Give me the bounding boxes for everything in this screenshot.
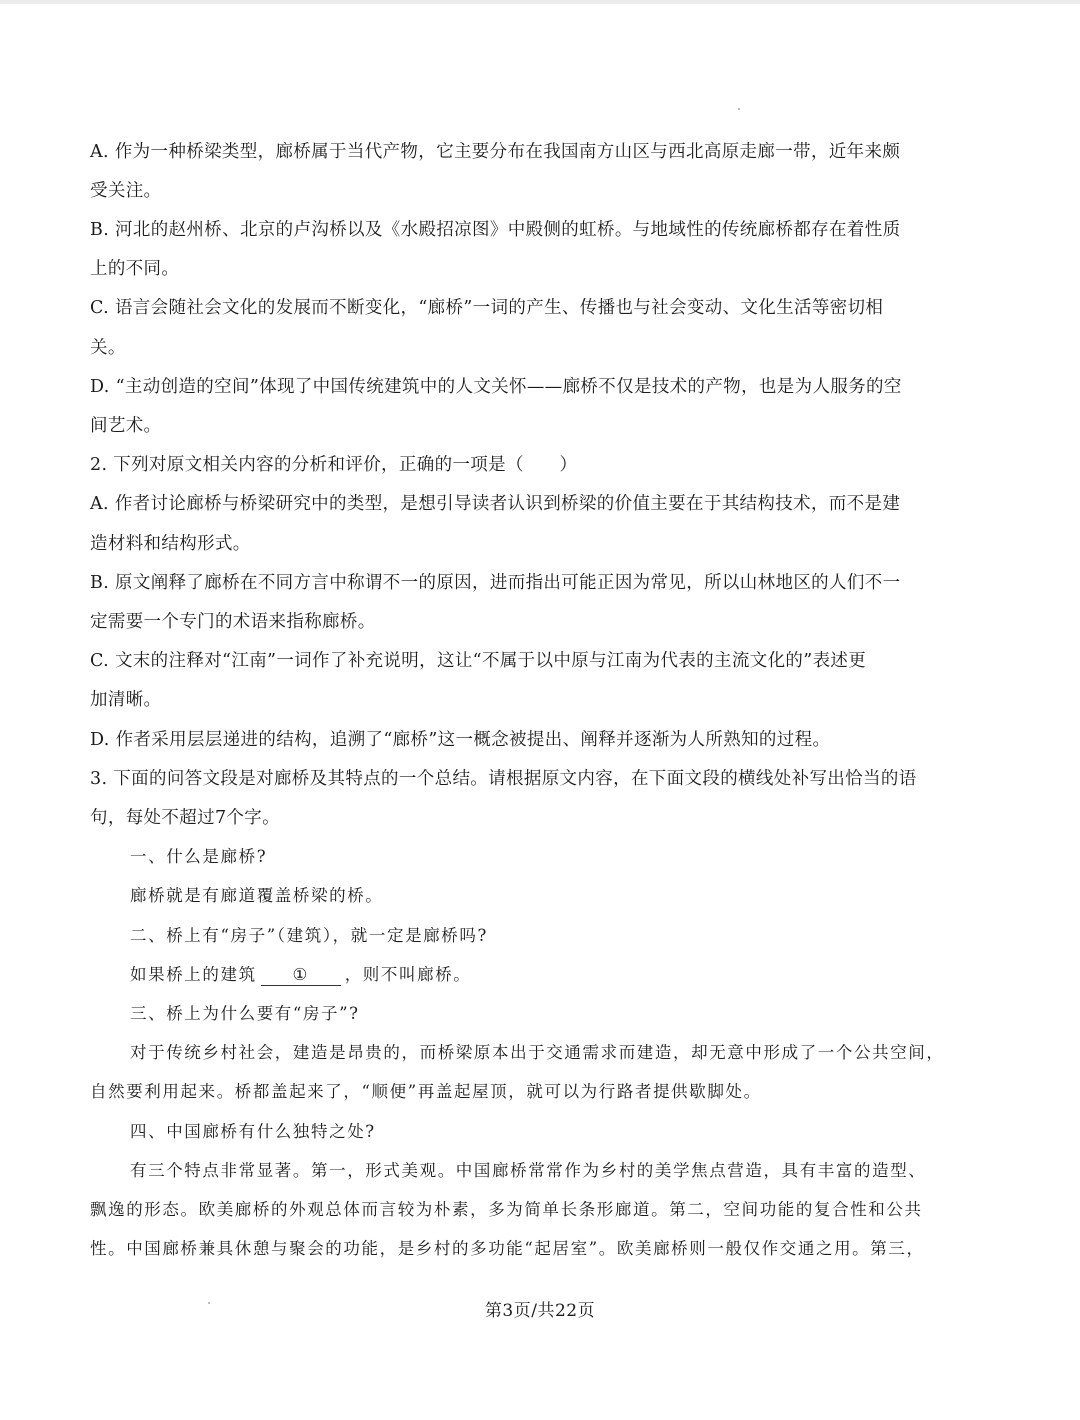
scan-speck: [738, 108, 740, 110]
q3-para-2-prefix: 如果桥上的建筑: [130, 965, 257, 984]
q3-heading-3: 三、桥上为什么要有“房子”?: [130, 1004, 360, 1023]
q1-option-a-line2: 受关注。: [90, 181, 162, 201]
q2-option-b-line1: B. 原文阐释了廊桥在不同方言中称谓不一的原因，进而指出可能正因为常见，所以山林地区的人们不一: [90, 573, 901, 593]
fill-in-blank-1[interactable]: ①: [261, 965, 341, 986]
q3-para-1: 廊桥就是有廊道覆盖桥梁的桥。: [130, 886, 384, 905]
q3-heading-1: 一、什么是廊桥?: [130, 847, 268, 866]
q2-option-c-line2: 加清晰。: [90, 690, 162, 710]
q1-option-a-line1: A. 作为一种桥梁类型，廊桥属于当代产物，它主要分布在我国南方山区与西北高原走廊一带，近年来颇: [90, 142, 901, 162]
page-number: 第3页/共22页: [484, 1301, 596, 1321]
q3-para-4-line2: 飘逸的形态。欧美廊桥的外观总体而言较为朴素，多为简单长条形廊道。第二，空间功能的复合性和公共: [90, 1200, 923, 1219]
q2-option-a-line2: 造材料和结构形式。: [90, 534, 251, 554]
q1-option-b-line1: B. 河北的赵州桥、北京的卢沟桥以及《水殿招凉图》中殿侧的虹桥。与地域性的传统廊桥都存在着性质: [90, 220, 901, 240]
top-edge: [0, 0, 1080, 4]
q1-option-d-line1: D. “主动创造的空间”体现了中国传统建筑中的人文关怀——廊桥不仅是技术的产物，也是为人服务的空: [90, 377, 902, 397]
q2-option-b-line2: 定需要一个专门的术语来指称廊桥。: [90, 612, 376, 632]
q3-para-2-suffix: ，则不叫廊桥。: [344, 965, 472, 984]
q2-option-a-line1: A. 作者讨论廊桥与桥梁研究中的类型，是想引导读者认识到桥梁的价值主要在于其结构技术，而不是建: [90, 494, 901, 514]
q3-para-3-line1: 对于传统乡村社会，建造是昂贵的，而桥梁原本出于交通需求而建造，却无意中形成了一个公共空间，: [130, 1043, 945, 1062]
q2-stem: 2. 下列对原文相关内容的分析和评价，正确的一项是（ ）: [90, 455, 578, 475]
q3-para-2: [130, 963, 990, 987]
q2-option-d: D. 作者采用层层递进的结构，追溯了“廊桥”这一概念被提出、阐释并逐渐为人所熟知的过程。: [90, 730, 831, 750]
q3-heading-4: 四、中国廊桥有什么独特之处?: [130, 1122, 376, 1141]
q1-option-c-line2: 关。: [90, 338, 126, 358]
q1-option-d-line2: 间艺术。: [90, 416, 162, 436]
q3-stem-line1: 3. 下面的问答文段是对廊桥及其特点的一个总结。请根据原文内容，在下面文段的横线处补写出恰当的语: [90, 769, 917, 789]
q3-para-3-line2: 自然要利用起来。桥都盖起来了，“顺便”再盖起屋顶，就可以为行路者提供歇脚处。: [90, 1082, 762, 1101]
q3-heading-2: 二、桥上有“房子”（建筑），就一定是廊桥吗?: [130, 926, 488, 945]
q2-option-c-line1: C. 文末的注释对“江南”一词作了补充说明，这让“不属于以中原与江南为代表的主流文化的”表述更: [90, 651, 867, 671]
q3-para-4-line1: 有三个特点非常显著。第一，形式美观。中国廊桥常常作为乡村的美学焦点营造，具有丰富的造型、: [130, 1161, 927, 1180]
q3-para-4-line3: 性。中国廊桥兼具休憩与聚会的功能，是乡村的多功能“起居室”。欧美廊桥则一般仅作交通之用。第三，: [90, 1239, 925, 1258]
q1-option-b-line2: 上的不同。: [90, 259, 180, 279]
q1-option-c-line1: C. 语言会随社会文化的发展而不断变化，“廊桥”一词的产生、传播也与社会变动、文化生活等密切相: [90, 298, 884, 318]
q3-stem-line2: 句，每处不超过7个字。: [90, 808, 280, 828]
